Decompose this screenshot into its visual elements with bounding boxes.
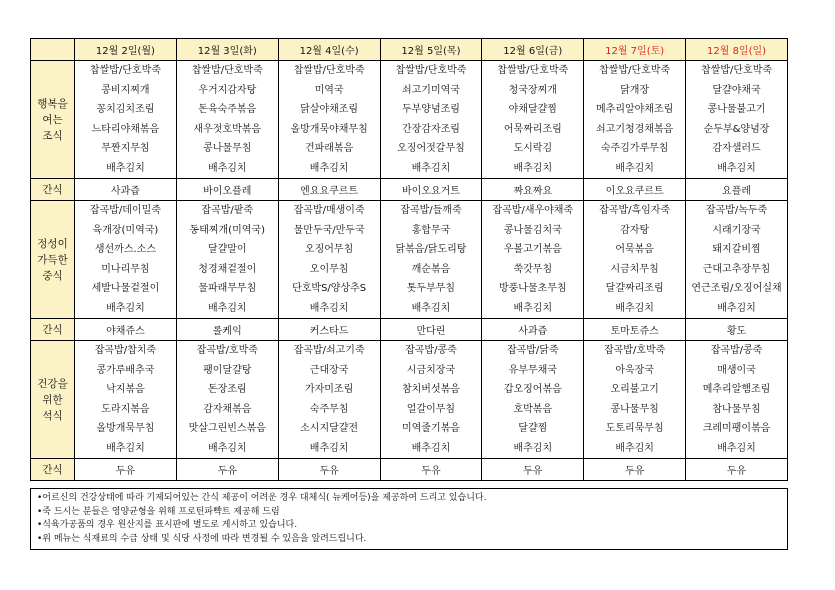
- category-line: 위한: [42, 393, 63, 406]
- dish-item: 콩나물김치국: [503, 224, 562, 236]
- dish-item: 생선까스.소스: [94, 244, 156, 255]
- dish-item: 메추리알야채조림: [596, 104, 674, 115]
- dish-item: 잡곡밥/매생이죽: [293, 205, 365, 216]
- note-line: •어르신의 건강상태에 따라 기제되어있는 간식 제공이 어려운 경우 대체식( 뉴케어등)을 제공하여 드리고 있습니다.: [37, 493, 487, 503]
- dish-item: 배추김치: [309, 442, 349, 454]
- dish-item: 배추김치: [615, 442, 654, 454]
- dish-item: 오징어젓갈무침: [397, 143, 465, 154]
- dish-item: 감자샐러드: [712, 143, 761, 154]
- dish-item: 감자탕: [620, 224, 650, 236]
- dish-item: 달걀야채국: [712, 84, 761, 96]
- snack-cell: 두유: [380, 459, 482, 481]
- dish-item: 메추리알햄조림: [702, 384, 771, 395]
- dish-item: 잡곡밥/호박죽: [603, 345, 666, 356]
- dish-item: 달걀말이: [207, 244, 247, 255]
- dish-item: 올방개묵야채무침: [290, 123, 368, 135]
- dish-item: 감자채볶음: [203, 403, 252, 415]
- dish-item: 아욱장국: [615, 364, 654, 376]
- meal-cell: [686, 341, 788, 459]
- meal-cell: [75, 341, 177, 459]
- dish-item: 배추김치: [717, 442, 756, 454]
- dish-item: 올방개묵무침: [96, 423, 155, 434]
- dish-item: 콩나물무침: [610, 403, 659, 415]
- dish-item: 무짠지무침: [101, 143, 150, 154]
- meal-row: [31, 61, 788, 179]
- dish-item: 근대고추장무침: [702, 263, 771, 275]
- dish-item: 배추김치: [106, 442, 145, 454]
- meal-cell: [482, 201, 584, 319]
- dish-item: 낙지볶음: [106, 384, 145, 395]
- dish-item: 꽁치김치조림: [96, 104, 155, 115]
- snack-cell: 두유: [278, 459, 380, 481]
- dish-item: 찹쌀밥/단호박죽: [599, 65, 671, 76]
- snack-cell: 바이오플레: [176, 179, 278, 201]
- weekly-menu-table: [30, 38, 788, 481]
- dish-item: 야채달걀찜: [508, 104, 557, 115]
- dish-item: 시래기장국: [712, 224, 761, 236]
- day-header: 12월 8일(일): [686, 39, 788, 61]
- dish-item: 참치버섯볶음: [401, 384, 460, 395]
- dish-item: 배추김치: [411, 442, 451, 454]
- dish-item: 팽이달걀탕: [203, 364, 252, 376]
- category-line: 중식: [42, 269, 63, 282]
- dish-item: 물만두국/만두국: [293, 224, 365, 236]
- dish-item: 호박볶음: [513, 403, 553, 415]
- snack-cell: 황도: [686, 319, 788, 341]
- category-line: 가득한: [37, 253, 68, 266]
- meal-cell: [584, 201, 686, 319]
- dish-item: 느타리야채볶음: [91, 123, 160, 135]
- dish-item: 청국장찌개: [508, 84, 557, 96]
- dish-item: 배추김치: [717, 302, 756, 314]
- dish-item: 오징어무침: [304, 244, 354, 255]
- dish-item: 배추김치: [411, 162, 451, 174]
- meal-category: [31, 201, 75, 319]
- dish-item: 잡곡밥/새우야채죽: [492, 205, 574, 216]
- dish-item: 잡곡밥/흑임자죽: [599, 205, 671, 216]
- dish-item: 미역국: [314, 84, 344, 96]
- snack-cell: 두유: [176, 459, 278, 481]
- dish-item: 근대장국: [309, 364, 349, 376]
- dish-item: 배추김치: [615, 302, 654, 314]
- dish-item: 콩가루배추국: [96, 364, 155, 376]
- dish-item: 배추김치: [309, 302, 349, 314]
- dish-item: 쇠고기미역국: [401, 84, 460, 96]
- dish-item: 배추김치: [207, 162, 247, 174]
- dish-item: 어묵짜리조림: [503, 123, 562, 135]
- meal-cell: [75, 61, 177, 179]
- day-header: 12월 7일(토): [584, 39, 686, 61]
- dish-item: 잡곡밥/호박죽: [196, 345, 258, 356]
- dish-item: 잡곡밥/팥죽: [201, 205, 254, 216]
- dish-item: 두부양념조림: [401, 104, 460, 115]
- meal-cell: [584, 61, 686, 179]
- dish-item: 돈장조림: [207, 384, 247, 395]
- snack-cell: 엔요요쿠르트: [278, 179, 380, 201]
- dish-item: 유부무채국: [508, 364, 557, 376]
- snack-cell: 두유: [75, 459, 177, 481]
- meal-cell: [278, 341, 380, 459]
- dish-item: 맛살그린빈스볶음: [188, 423, 266, 434]
- note-line: •죽 드시는 분들은 영양균형을 위해 프로틴파뺙트 제공해 드림: [37, 506, 280, 517]
- meal-row: [31, 341, 788, 459]
- dish-item: 배추김치: [513, 302, 553, 314]
- dish-item: 소시지달걀전: [300, 423, 359, 434]
- dish-item: 얼갈이무침: [406, 403, 456, 415]
- category-line: 석식: [42, 409, 63, 422]
- dish-item: 오이무침: [309, 263, 349, 275]
- dish-item: 찹쌀밥/단호박죽: [191, 65, 263, 76]
- dish-item: 잡곡밥/데이밀죽: [89, 205, 161, 216]
- dish-item: 배추김치: [309, 162, 349, 174]
- dish-item: 톳두부무침: [406, 283, 456, 294]
- dish-item: 돼지갈비찜: [712, 244, 761, 255]
- dish-item: 찹쌀밥/단호박죽: [89, 65, 161, 76]
- dish-item: 동태찌개(미역국): [189, 224, 265, 236]
- dish-item: 배추김치: [411, 302, 451, 314]
- snack-cell: 바이오요거트: [380, 179, 482, 201]
- snack-row: [31, 179, 788, 201]
- meal-cell: [75, 201, 177, 319]
- snack-cell: 야채쥬스: [75, 319, 177, 341]
- dish-item: 육개장(미역국): [92, 224, 159, 236]
- snack-cell: 커스타드: [278, 319, 380, 341]
- meal-cell: [176, 201, 278, 319]
- category-line: 정성이: [37, 237, 68, 250]
- note-line: •위 메뉴는 식재료의 수급 상태 및 식당 사정에 따라 변경될 수 있음을 알려드립니다.: [37, 533, 367, 544]
- snack-category: 간식: [31, 459, 75, 481]
- dish-item: 콩나물무침: [203, 143, 252, 154]
- dish-item: 우거지감자탕: [198, 84, 257, 96]
- dish-item: 순두부&양념장: [703, 123, 770, 135]
- snack-cell: 사과즙: [482, 319, 584, 341]
- snack-cell: 이오요쿠르트: [584, 179, 686, 201]
- dish-item: 새우젓호박볶음: [193, 123, 262, 135]
- dish-item: 미역줄기볶음: [401, 423, 460, 434]
- snack-cell: 만다린: [380, 319, 482, 341]
- meal-cell: [686, 61, 788, 179]
- dish-item: 갑오징어볶음: [503, 384, 562, 395]
- meal-cell: [380, 341, 482, 459]
- dish-item: 오리불고기: [610, 384, 659, 395]
- note-line: •식육가공품의 경우 원산지를 표시판에 별도로 게시하고 있습니다.: [37, 520, 298, 530]
- dish-item: 잡곡밥/닭죽: [506, 345, 559, 356]
- header-corner: [31, 39, 75, 61]
- dish-item: 도시락김: [513, 143, 553, 154]
- day-header: 12월 5일(목): [380, 39, 482, 61]
- snack-cell: 사과즙: [75, 179, 177, 201]
- day-header: 12월 3일(화): [176, 39, 278, 61]
- dish-item: 찹쌀밥/단호박죽: [293, 65, 365, 76]
- dish-item: 우볼고기볶음: [503, 244, 562, 255]
- snack-cell: 두유: [686, 459, 788, 481]
- snack-cell: 롤케익: [176, 319, 278, 341]
- meal-row: [31, 201, 788, 319]
- dish-item: 잡곡밥/쇠고기죽: [293, 345, 365, 356]
- day-header-row: [31, 39, 788, 61]
- dish-item: 잡곡밥/녹두죽: [705, 205, 768, 216]
- snack-category: 간식: [31, 319, 75, 341]
- dish-item: 숙주김가루무침: [600, 143, 669, 154]
- dish-item: 배추김치: [207, 442, 247, 454]
- dish-item: 달걀찜: [518, 423, 548, 434]
- dish-item: 홍합무국: [411, 224, 451, 236]
- dish-item: 닭개장: [620, 84, 650, 96]
- dish-item: 찹쌀밥/단호박죽: [395, 65, 467, 76]
- meal-cell: [176, 341, 278, 459]
- dish-item: 도라지볶음: [101, 403, 150, 415]
- dish-item: 배추김치: [717, 162, 756, 174]
- meal-cell: [482, 341, 584, 459]
- dish-item: 시금치장국: [406, 364, 456, 376]
- dish-item: 간장감자조림: [401, 123, 460, 135]
- dish-item: 어묵볶음: [615, 244, 654, 255]
- dish-item: 배추김치: [615, 162, 654, 174]
- dish-item: 찹쌀밥/단호박죽: [701, 65, 773, 76]
- snack-row: [31, 459, 788, 481]
- dish-item: 물파래무무침: [198, 283, 257, 294]
- meal-cell: [380, 201, 482, 319]
- dish-item: 숙주무침: [309, 403, 349, 415]
- day-header: 12월 4일(수): [278, 39, 380, 61]
- dish-item: 깨순볶음: [411, 263, 451, 275]
- category-line: 여는: [42, 113, 63, 126]
- meal-cell: [584, 341, 686, 459]
- meal-category: [31, 341, 75, 459]
- meal-cell: [176, 61, 278, 179]
- dish-item: 잡곡밥/들깨죽: [400, 205, 462, 216]
- meal-cell: [380, 61, 482, 179]
- snack-row: [31, 319, 788, 341]
- meal-cell: [278, 61, 380, 179]
- dish-item: 배추김치: [513, 162, 553, 174]
- snack-cell: 토마토쥬스: [584, 319, 686, 341]
- dish-item: 잡곡밥/콩죽: [405, 345, 457, 356]
- dish-item: 도토리묵무침: [605, 423, 664, 434]
- dish-item: 미나리무침: [101, 263, 150, 275]
- dish-item: 배추김치: [106, 302, 145, 314]
- dish-item: 청경채겉절이: [198, 263, 257, 275]
- dish-item: 시금치무침: [610, 263, 659, 275]
- meal-cell: [686, 201, 788, 319]
- dish-item: 세발나물겉절이: [91, 283, 160, 294]
- dish-item: 배추김치: [207, 302, 247, 314]
- dish-item: 건파래볶음: [304, 143, 354, 154]
- dish-item: 연근조림/오징어실채: [691, 283, 782, 294]
- meal-category: [31, 61, 75, 179]
- meal-cell: [278, 201, 380, 319]
- dish-item: 잡곡밥/찹치죽: [94, 345, 157, 356]
- dish-item: 찹쌀밥/단호박죽: [497, 65, 569, 76]
- dish-item: 배추김치: [106, 162, 145, 174]
- dish-item: 참나물무침: [712, 403, 761, 415]
- snack-cell: 짜요짜요: [482, 179, 584, 201]
- dish-item: 쇠고기청경채볶음: [596, 123, 674, 135]
- dish-item: 매생이국: [717, 364, 756, 376]
- dish-item: 쑥갓무침: [513, 263, 553, 275]
- snack-cell: 요플레: [686, 179, 788, 201]
- dish-item: 닭볶음/닭도리탕: [395, 244, 467, 255]
- dish-item: 돈육숙주볶음: [198, 104, 257, 115]
- snack-cell: 두유: [584, 459, 686, 481]
- dish-item: 콩나물불고기: [707, 104, 766, 115]
- snack-category: 간식: [31, 179, 75, 201]
- dish-item: 잡곡밥/콩죽: [710, 345, 763, 356]
- category-line: 조식: [42, 129, 63, 142]
- notes-box: [30, 488, 788, 550]
- dish-item: 달걀짜리조림: [605, 283, 664, 294]
- dish-item: 크레미팽이볶음: [702, 423, 771, 434]
- dish-item: 방풍나물초무침: [498, 283, 567, 294]
- snack-cell: 두유: [482, 459, 584, 481]
- day-header: 12월 6일(금): [482, 39, 584, 61]
- category-line: 건강을: [37, 377, 68, 390]
- dish-item: 배추김치: [513, 442, 553, 454]
- dish-item: 콩비지찌개: [101, 84, 150, 96]
- meal-cell: [482, 61, 584, 179]
- dish-item: 가자미조림: [304, 384, 354, 395]
- dish-item: 닭살야채조림: [300, 104, 359, 115]
- dish-item: 단호박S/양상추S: [292, 283, 367, 294]
- day-header: 12월 2일(월): [75, 39, 177, 61]
- category-line: 행복을: [37, 97, 68, 110]
